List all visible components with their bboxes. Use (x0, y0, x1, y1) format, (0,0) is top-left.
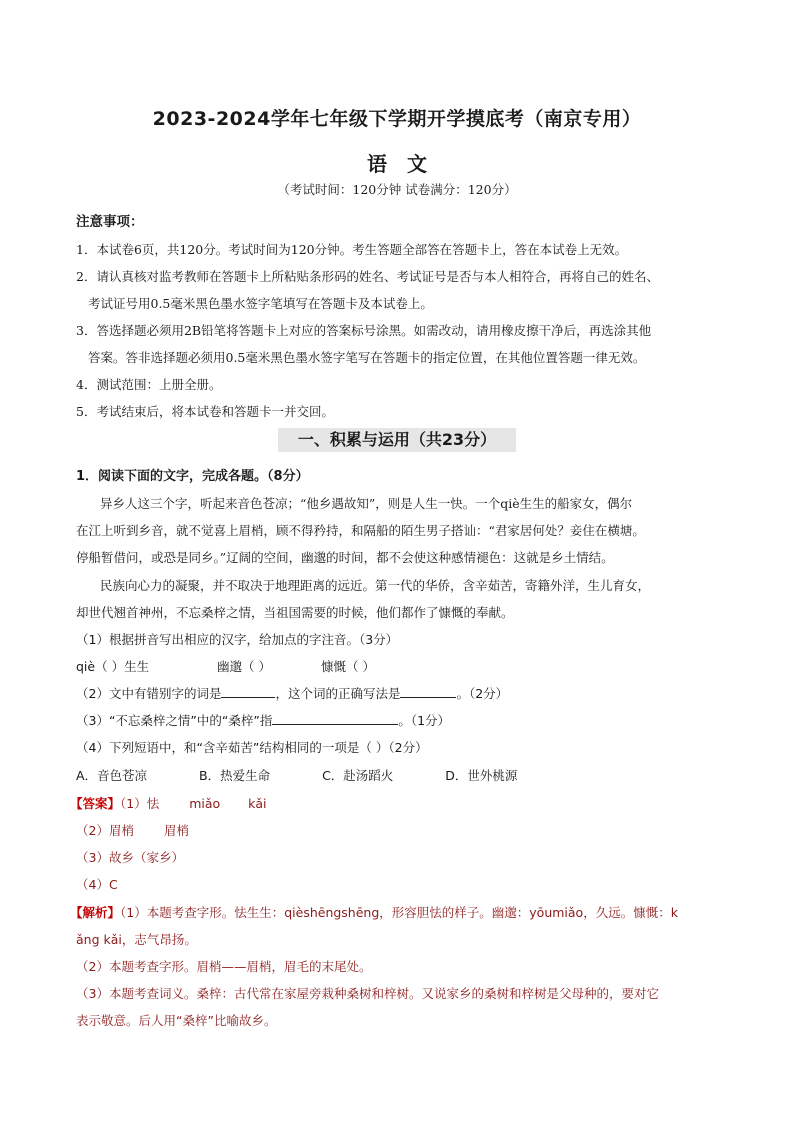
passage-line: 异乡人这三个字，听起来音色苍凉；“他乡遇故知”，则是人生一快。一个qiè生生的船家女，偶尔 (100, 496, 633, 511)
passage-line: 却世代翘首神州，不忘桑梓之情，当祖国需要的时候，他们都作了慷慨的奉献。 (76, 605, 514, 620)
fill-item: qiè（ ）生生 (76, 659, 150, 674)
note-item: 2．请认真核对监考教师在答题卡上所粘贴条形码的姓名、考试证号是否与本人相符合，再将自己的姓名、 (76, 269, 659, 284)
note-item: 5．考试结束后，将本试卷和答题卡一并交回。 (76, 404, 334, 419)
analysis-line: （2）本题考查字形。眉梢——眉梢，眉毛的末尾处。 (76, 959, 372, 974)
page-title: 2023-2024学年七年级下学期开学摸底考（南京专用） (152, 108, 642, 130)
notes-heading: 注意事项： (76, 214, 144, 230)
subject-char-2: 文 (407, 152, 427, 176)
answer-blank[interactable] (272, 712, 398, 725)
answer-line-3: （3）故乡（家乡） (76, 850, 184, 865)
fill-item: 幽邈（ ） (217, 659, 272, 674)
sub1-fill-row (76, 657, 375, 675)
note-item: 3．答选择题必须用2B铅笔将答题卡上对应的答案标号涂黑。如需改动，请用橡皮擦干净后，再选涂其他 (76, 323, 652, 338)
subject-title (0, 148, 794, 177)
analysis-line: ǎng kǎi，志气昂扬。 (76, 932, 197, 947)
passage-line: 停船暂借问，或恐是同乡。”辽阔的空间，幽邈的时间，都不会使这种感情褪色：这就是乡土情结。 (76, 550, 614, 565)
analysis-line: （3）本题考查词义。桑梓：古代常在家屋旁栽种桑树和梓树。又说家乡的桑树和梓树是父母种的，要对它 (76, 986, 659, 1001)
sub-question-3: （3）“不忘桑梓之情”中的“桑梓”指 。（1分） (76, 713, 451, 728)
fill-item: 慷慨（ ） (321, 659, 375, 674)
note-item: 答案。答非选择题必须用0.5毫米黑色墨水签字笔写在答题卡的指定位置，在其他位置答题一律无效。 (88, 350, 646, 365)
note-item: 考试证号用0.5毫米黑色墨水签字笔填写在答题卡及本试卷上。 (88, 296, 433, 311)
answer-line-4: （4）C (76, 877, 118, 892)
answer-line-1: 【答案】（1）怯 miǎo kǎi (70, 796, 267, 811)
answer-line-2: （2）眉梢 眉梢 (76, 823, 189, 838)
sub-question-4: （4）下列短语中，和“含辛茹苦”结构相同的一项是（ ）（2分） (76, 740, 428, 755)
note-item: 1．本试卷6页，共120分。考试时间为120分钟。考生答题全部答在答题卡上，答在本试卷上无效。 (76, 242, 628, 257)
answer-tag: 【答案】 (70, 796, 121, 811)
analysis-line: 表示敬意。后人用“桑梓”比喻故乡。 (76, 1013, 277, 1028)
answer-blank[interactable] (400, 685, 456, 698)
options-row (76, 766, 517, 784)
sub-question-1: （1）根据拼音写出相应的汉字，给加点的字注音。（3分） (76, 632, 399, 647)
note-item: 4．测试范围：上册全册。 (76, 377, 222, 392)
option-a: A．音色苍凉 (76, 768, 148, 783)
subject-char-1: 语 (367, 152, 387, 176)
answer-blank[interactable] (221, 685, 275, 698)
option-d: D．世外桃源 (445, 768, 518, 783)
exam-info: （考试时间：120分钟 试卷满分：120分） (277, 182, 517, 197)
section-heading: 一、积累与运用（共23分） (278, 428, 516, 452)
analysis-tag: 【解析】 (70, 905, 121, 920)
passage-line: 民族向心力的凝聚，并不取决于地理距离的远近。第一代的华侨，含辛茹苦，寄籍外洋，生儿育女， (100, 578, 651, 593)
passage-line: 在江上听到乡音，就不觉喜上眉梢，顾不得矜持，和隔船的陌生男子搭讪：“君家居何处？妾住在横塘。 (76, 523, 645, 538)
option-c: C．赴汤蹈火 (322, 768, 394, 783)
option-b: B．热爱生命 (199, 768, 271, 783)
question-stem: 1．阅读下面的文字，完成各题。（8分） (76, 469, 309, 484)
analysis-line-1: 【解析】（1）本题考查字形。怯生生：qièshēngshēng，形容胆怯的样子。幽邈：yōumiǎo，久远。慷慨：k (70, 905, 678, 920)
sub-question-2: （2）文中有错别字的词是 ，这个词的正确写法是 。（2分） (76, 686, 509, 701)
